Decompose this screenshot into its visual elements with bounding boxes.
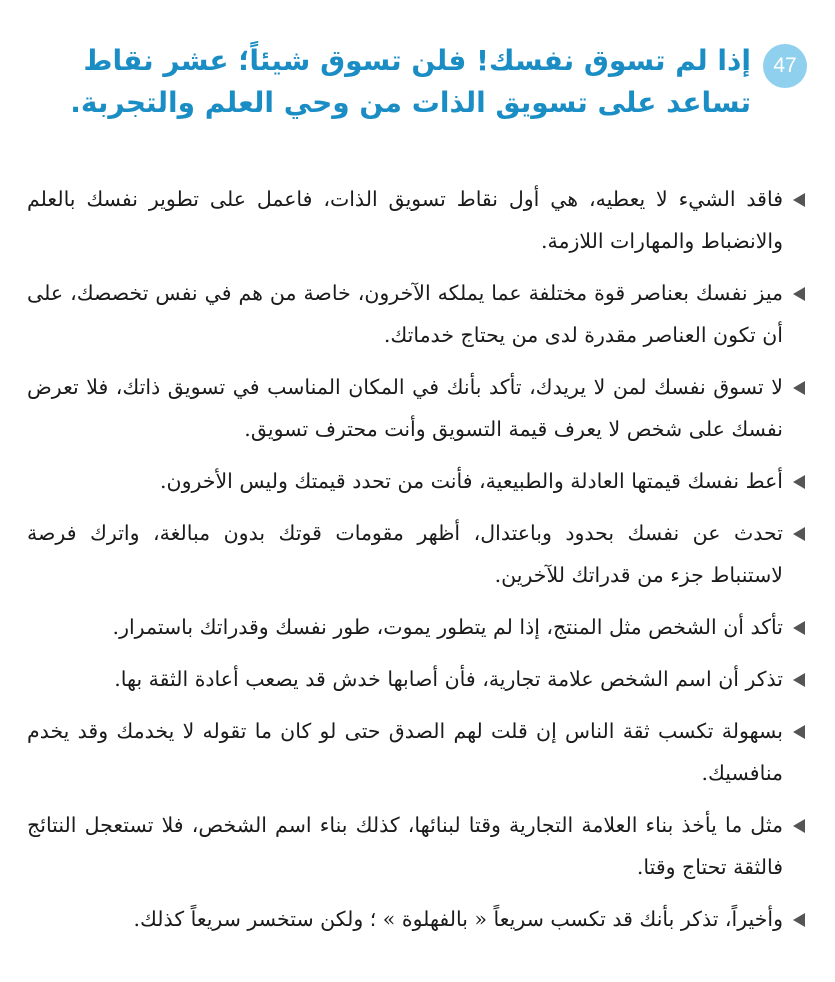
list-item-text: تأكد أن الشخص مثل المنتج، إذا لم يتطور يموت، طور نفسك وقدراتك باستمرار. — [112, 615, 783, 639]
bullet-arrow-icon — [793, 673, 805, 687]
bullet-arrow-icon — [793, 725, 805, 739]
list-item-text: مثل ما يأخذ بناء العلامة التجارية وقتا لبنائها، كذلك بناء اسم الشخص، فلا تستعجل النتائج فالثقة تحتاج وقتا. — [27, 813, 783, 879]
list-item — [27, 460, 805, 502]
bullet-arrow-icon — [793, 527, 805, 541]
list-item-text: وأخيراً، تذكر بأنك قد تكسب سريعاً « بالفهلوة » ؛ ولكن ستخسر سريعاً كذلك. — [133, 907, 783, 931]
list-item — [27, 178, 805, 262]
list-item-text: لا تسوق نفسك لمن لا يريدك، تأكد بأنك في المكان المناسب في تسويق ذاتك، فلا تعرض نفسك على شخص لا يعرف قيمة التسويق وأنت محترف تسويق. — [27, 375, 783, 441]
bullet-arrow-icon — [793, 819, 805, 833]
section-title: إذا لم تسوق نفسك! فلن تسوق شيئاً؛ عشر نقاط تساعد على تسويق الذات من وحي العلم والتجربة. — [70, 44, 751, 119]
bullet-arrow-icon — [793, 381, 805, 395]
list-item-text: فاقد الشيء لا يعطيه، هي أول نقاط تسويق الذات، فاعمل على تطوير نفسك بالعلم والانضباط والمهارات اللازمة. — [27, 187, 783, 253]
bullet-arrow-icon — [793, 475, 805, 489]
section-header — [27, 40, 807, 124]
list-item — [27, 366, 805, 450]
bullet-arrow-icon — [793, 621, 805, 635]
list-item — [27, 804, 805, 888]
section-number-badge: 47 — [763, 44, 807, 88]
bullet-arrow-icon — [793, 193, 805, 207]
list-item-text: تذكر أن اسم الشخص علامة تجارية، فأن أصابها خدش قد يصعب أعادة الثقة بها. — [114, 667, 783, 691]
list-item — [27, 658, 805, 700]
list-item-text: تحدث عن نفسك بحدود وباعتدال، أظهر مقومات قوتك بدون مبالغة، واترك فرصة لاستنباط جزء من قدراتك للآخرين. — [27, 521, 783, 587]
bullet-arrow-icon — [793, 913, 805, 927]
bullet-arrow-icon — [793, 287, 805, 301]
list-item — [27, 710, 805, 794]
list-item — [27, 272, 805, 356]
list-item-text: بسهولة تكسب ثقة الناس إن قلت لهم الصدق حتى لو كان ما تقوله لا يخدمك وقد يخدم منافسيك. — [27, 719, 783, 785]
list-item — [27, 512, 805, 596]
list-item — [27, 606, 805, 648]
tips-list — [27, 178, 805, 950]
list-item-text: ميز نفسك بعناصر قوة مختلفة عما يملكه الآخرون، خاصة من هم في نفس تخصصك، على أن تكون العناصر مقدرة لدى من يحتاج خدماتك. — [27, 281, 783, 347]
list-item-text: أعط نفسك قيمتها العادلة والطبيعية، فأنت من تحدد قيمتك وليس الأخرون. — [160, 469, 783, 493]
list-item — [27, 898, 805, 940]
